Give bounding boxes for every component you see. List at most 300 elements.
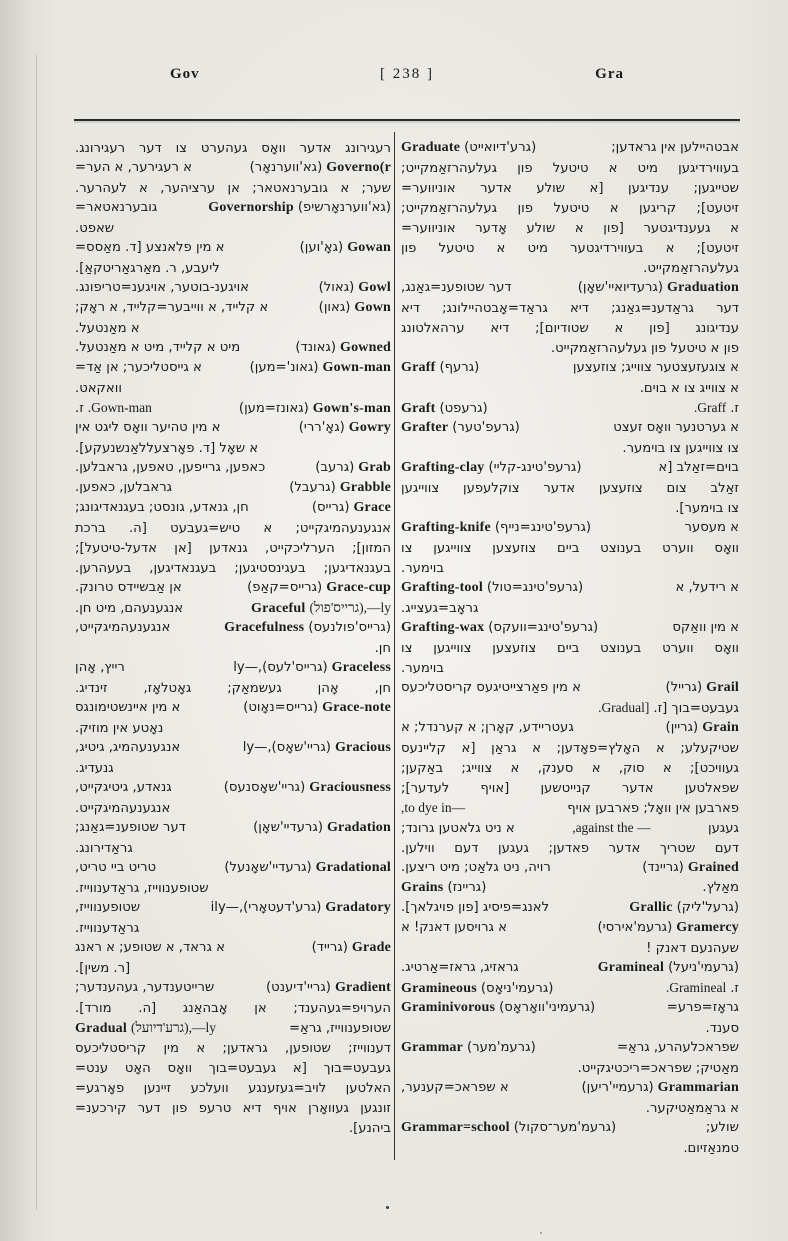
entry-text: א גרויסען דאנק! א — [401, 920, 507, 935]
dict-line — [401, 598, 739, 618]
dict-line — [75, 258, 391, 278]
entry-text: א שאָל [ד. פאָרצעללאַנשנעקע]. — [75, 441, 259, 456]
dict-line — [75, 798, 391, 818]
dict-line — [401, 218, 739, 238]
headword: Gown's-man — [312, 401, 391, 416]
entry-text: א גראַמאַטיקער. — [645, 1101, 739, 1116]
headword: Graft — [401, 401, 436, 416]
line-group — [401, 1078, 509, 1098]
headword: Gown-man — [322, 360, 391, 375]
dict-line — [75, 878, 391, 898]
dict-line — [401, 238, 739, 258]
line-group — [401, 399, 488, 419]
headword: Gramineal — [597, 960, 665, 975]
entry-text: (גרעפ'טינג-קליי) — [488, 460, 582, 475]
headword: Gramercy — [676, 920, 739, 935]
entry-text: (גרע'דיואייט) — [464, 140, 537, 155]
line-group — [224, 618, 391, 638]
line-group — [573, 358, 739, 378]
headword: Gradual — [75, 1021, 127, 1036]
dict-line — [75, 858, 391, 878]
dict-line — [75, 958, 391, 978]
entry-text: (גרע'דעטאָרי),—ily — [210, 900, 322, 915]
dict-line — [75, 678, 391, 698]
dict-line — [401, 178, 739, 198]
dict-line — [75, 978, 391, 998]
entry-text: .Gradual] — [598, 700, 650, 715]
line-group — [567, 799, 739, 819]
dict-line — [75, 838, 391, 858]
entry-text: ז. — [75, 401, 84, 416]
headword: Gracefulness — [224, 620, 305, 635]
line-group — [672, 618, 739, 638]
headword: Gracious — [334, 740, 391, 755]
line-group — [401, 278, 512, 298]
line-group — [75, 398, 152, 419]
dict-line — [401, 618, 739, 638]
entry-text: (גרעפ'טינג=טול) — [486, 580, 584, 595]
dict-line — [75, 898, 391, 918]
headword: Gowl — [358, 280, 391, 295]
entry-text: (גרע'דיועל),—ly — [130, 1020, 216, 1035]
entry-text: טריט ביי טריט, — [75, 860, 157, 875]
line-group — [685, 518, 739, 538]
entry-text: (גריין) — [665, 720, 699, 735]
line-group — [666, 718, 739, 738]
entry-text: (גרעפ'טינג=נייף) — [494, 520, 592, 535]
guide-word-left: Gov — [170, 66, 200, 82]
line-group — [598, 918, 740, 938]
line-group — [629, 898, 739, 918]
dict-line — [401, 738, 739, 758]
dict-line — [401, 1038, 739, 1058]
entry-text: שפאלטען אדער קנייטשען [אויף לעדער]; — [401, 781, 739, 796]
line-group — [75, 1018, 216, 1039]
entry-text: פארבען אין וואָל; פארבען אויף — [567, 801, 739, 816]
entry-text: שרייטענדער, געהענדער; — [75, 980, 215, 995]
line-group — [75, 478, 172, 498]
headword: Grab — [358, 460, 391, 475]
entry-text: א מין וואַקס — [672, 620, 739, 635]
dict-line — [75, 178, 391, 198]
dict-line — [401, 798, 739, 818]
entry-text: (גריי'שאָסנעס) — [223, 780, 306, 795]
entry-text: רייץ, אָהן — [75, 660, 125, 675]
dict-line — [75, 1058, 391, 1078]
entry-text: (גרעל'ליק) — [676, 900, 739, 915]
entry-text: זיטעט]; א בעווירדיגטער מיט א טיטעל פון — [401, 241, 739, 256]
line-group — [401, 418, 520, 438]
line-group — [75, 158, 192, 178]
line-group — [75, 818, 186, 838]
line-group — [299, 418, 391, 438]
headword: Grace — [353, 500, 391, 515]
line-group — [401, 578, 583, 598]
dict-line — [401, 1098, 739, 1118]
line-group — [75, 898, 140, 918]
entry-text: ז. — [730, 401, 739, 416]
line-group — [642, 858, 739, 878]
entry-text: (גרעבל) — [289, 480, 336, 495]
line-group — [617, 1038, 739, 1058]
entry-text: דעם שטריך אדער פאדען; געגען דעם ווילען. — [401, 841, 739, 856]
dict-line — [401, 998, 739, 1018]
entry-text: א רידעל, א — [675, 580, 739, 595]
entry-text: שטופענווייז, גראַדענווייז. — [75, 881, 209, 896]
dict-line — [75, 818, 391, 838]
entry-text: א מאַנטעל. — [75, 321, 140, 336]
line-group — [75, 858, 156, 878]
line-group — [75, 618, 170, 638]
dict-line — [401, 318, 739, 338]
line-group — [239, 399, 391, 419]
entry-text: רעגירונג אדער וואָס געהערט צו דער רעגירונג. — [75, 141, 391, 156]
entry-text: ביהנע]. — [348, 1121, 391, 1136]
dict-line — [75, 158, 391, 178]
entry-text: מיט א קלייד, מיט א מאַנטעל. — [75, 340, 241, 355]
dict-line — [75, 578, 391, 598]
line-group — [572, 818, 650, 838]
dict-line — [75, 638, 391, 658]
line-group — [613, 418, 739, 438]
dict-line — [75, 518, 391, 538]
line-group — [75, 938, 225, 958]
entry-text: בוימער. — [401, 661, 445, 676]
line-group — [312, 938, 391, 958]
dict-line — [401, 658, 739, 678]
entry-text: (גאול) — [318, 280, 355, 295]
entry-text: (גאונז=מען) — [238, 401, 309, 416]
dict-line — [401, 818, 739, 838]
entry-text: (גרייס'פול),—ly — [309, 600, 391, 615]
entry-text: שולע; — [705, 1120, 739, 1135]
dict-line — [401, 198, 739, 218]
dict-line — [401, 578, 739, 598]
entry-text: כאפען, גרייפען, טאפען, גראבלען. — [75, 460, 266, 475]
headword: Gradatory — [325, 900, 391, 915]
page-header — [75, 66, 739, 92]
headword: Grallic — [629, 900, 673, 915]
headword: Grammar — [401, 1040, 464, 1055]
entry-text: א ניט גלאטען גרונד; — [401, 821, 515, 836]
entry-text: ,against the — — [572, 820, 651, 835]
headword: Graduation — [666, 280, 739, 295]
dict-line — [75, 418, 391, 438]
dict-line — [401, 1058, 739, 1078]
line-group — [401, 618, 598, 638]
entry-text: .Gramineal — [665, 980, 727, 995]
entry-text: בוימער. — [401, 561, 445, 576]
entry-text: (גאון) — [318, 300, 351, 315]
entry-text: ענדיגונג [פון א שטודיום]; דיא ערהאלטונג — [401, 321, 739, 336]
entry-text: א גראד, א שטופע; א ראנג — [75, 940, 225, 955]
line-group — [253, 818, 391, 838]
entry-text: (גריי'שאָס),—ly — [242, 740, 331, 755]
dict-line — [75, 378, 391, 398]
entry-text: אן אַבשיידס טרונק. — [75, 580, 182, 595]
dict-line — [75, 278, 391, 298]
line-group — [401, 678, 581, 698]
entry-text: (גרעמיני'וואָראָס) — [499, 1000, 596, 1015]
headword: Grammar=school — [401, 1120, 510, 1135]
entry-text: (גרייד) — [311, 940, 348, 955]
dict-line — [401, 278, 739, 298]
line-group — [312, 498, 391, 518]
entry-text: א שפראכ=קענער, — [401, 1080, 509, 1095]
line-group — [401, 798, 465, 818]
dict-line — [401, 878, 739, 898]
entry-text: גראָז=פרע= — [666, 1000, 739, 1015]
dict-line — [401, 918, 739, 938]
entry-text: דער גראַדענ=גאַנג; דיא גראַד=אָבטהיילונג; דיא — [401, 301, 739, 316]
entry-text: אנגענעהמיגקייט. — [75, 801, 171, 816]
entry-text: (גריי'דיענט) — [266, 980, 331, 995]
line-group — [319, 298, 391, 318]
line-group — [75, 778, 172, 798]
line-group — [250, 158, 391, 178]
entry-text: שאפט. — [75, 221, 115, 236]
dict-line — [75, 778, 391, 798]
dict-line — [75, 478, 391, 498]
line-group — [401, 998, 595, 1018]
entry-text: געבעט=בוך [ז. — [653, 701, 739, 716]
entry-text: (גאָ'ררי) — [298, 420, 345, 435]
line-group — [582, 1078, 739, 1098]
entry-text: (גרעמי'ניעל) — [668, 960, 739, 975]
headword: Grail — [706, 680, 739, 695]
line-group — [289, 478, 391, 498]
dict-line — [401, 698, 739, 718]
headword: Graceful — [251, 601, 306, 616]
entry-text: געטריידע, קאָרן; א קערנדל; א — [401, 720, 574, 735]
headword: Gradient — [334, 980, 391, 995]
entry-text: א גייסטליכער; אן אַד= — [75, 360, 202, 375]
line-group — [658, 458, 739, 478]
scan-artifact-scratch — [36, 55, 37, 1210]
line-group — [211, 898, 391, 918]
line-group — [598, 958, 739, 978]
dict-line — [75, 558, 391, 578]
dict-line — [401, 558, 739, 578]
entry-text: (גרעמיי'ריען) — [581, 1080, 654, 1095]
line-group — [75, 278, 249, 298]
line-group — [401, 878, 486, 898]
dict-line — [75, 738, 391, 758]
dict-line — [75, 718, 391, 738]
headword: Gradational — [315, 860, 391, 875]
entry-text: (גאָ'וען) — [299, 240, 344, 255]
line-group — [401, 1038, 536, 1058]
dict-line — [75, 498, 391, 518]
line-group — [401, 979, 553, 999]
entry-text: וואקאט. — [75, 381, 122, 396]
entry-text: גראזיג, גראז=אַרטיג. — [401, 960, 519, 975]
line-group — [266, 978, 391, 998]
headword: Grains — [401, 880, 444, 895]
line-group — [675, 578, 739, 598]
entry-text: רויה, ניט גלאַט; מיט ריצען. — [401, 860, 551, 875]
dict-line — [401, 758, 739, 778]
line-group — [666, 678, 739, 698]
headword: Graff — [401, 360, 436, 375]
entry-text: א גערטנער וואָס זעצט — [613, 420, 739, 435]
headword: Gowned — [340, 340, 391, 355]
dict-line — [75, 1038, 391, 1058]
entry-text: (גא'ווערנאָר) — [249, 160, 323, 175]
entry-text: (גרייס=נאָוט) — [243, 700, 319, 715]
entry-text: געגען — [708, 821, 739, 836]
line-group — [224, 858, 391, 878]
dict-line — [75, 1118, 391, 1138]
entry-text: אנגענעהמיג, גיטיג, — [75, 740, 181, 755]
headword: Graciousness — [309, 780, 391, 795]
line-group — [401, 819, 515, 839]
dict-line — [75, 338, 391, 358]
dict-line — [401, 378, 739, 398]
line-group — [708, 819, 739, 839]
dict-line — [75, 438, 391, 458]
entry-text: (גרייס'לעס),—ly — [233, 660, 328, 675]
dict-line — [75, 198, 391, 218]
entry-text: געוויכט]; א סוק, א סענק, א צווייג; באַקען; — [401, 761, 739, 776]
entry-text: ליעבע, ר. מאַרגאַריטקאַ]. — [75, 261, 220, 276]
line-group — [243, 738, 391, 758]
entry-text: (גרעף) — [439, 360, 480, 375]
dict-line — [75, 458, 391, 478]
dict-line — [401, 498, 739, 518]
dict-line — [401, 338, 739, 358]
entry-text: א צווייג צו א בוים. — [639, 381, 739, 396]
column-divider — [394, 132, 395, 1160]
entry-text: .Graff — [693, 400, 727, 415]
dict-line — [401, 158, 739, 178]
dict-line — [401, 438, 739, 458]
entry-text: אבטהיילען אין גראדען; — [611, 140, 739, 155]
dict-line — [401, 138, 739, 158]
headword: Grain — [702, 720, 739, 735]
entry-text: א קלייד, א ווייבער=קלייד, א ראָק; — [75, 300, 269, 315]
entry-text: אנגענעהמיגקייט, — [75, 620, 171, 635]
entry-text: [ר. משין]. — [75, 961, 131, 976]
line-group — [75, 978, 214, 998]
dict-line — [75, 598, 391, 618]
headword: Grained — [687, 860, 739, 875]
header-rule — [74, 119, 740, 121]
entry-text: (גרעפ'טער) — [452, 420, 520, 435]
headword: Grace-cup — [326, 580, 391, 595]
entry-text: האלטען לויב=געזענגע וועלכע זיינען פאָרגע= — [75, 1081, 391, 1096]
entry-text: (גרייס) — [311, 500, 350, 515]
line-group — [75, 498, 249, 518]
dict-line — [401, 858, 739, 878]
line-group — [250, 358, 391, 378]
entry-text: אנגענעהמיגקייט; א טיש=געבעט [ה. ברכת — [75, 521, 391, 536]
line-group — [706, 1118, 739, 1138]
dict-line — [75, 218, 391, 238]
headword: Grafting-knife — [401, 520, 491, 535]
dict-line — [401, 778, 739, 798]
dict-line — [401, 638, 739, 658]
entry-text: המזון]; הערליכקייט, גנאדען [אן אדעל-טיטעל]; — [75, 541, 391, 556]
entry-text: גראבלען, כאפען. — [75, 480, 173, 495]
headword: Grabble — [339, 480, 391, 495]
entry-text: גראָב=געצייג. — [401, 601, 479, 616]
entry-text: שטיקעלע; א האָלץ=פאָדען; א גראַן [א קליינעס — [401, 741, 739, 756]
entry-text: (גרעב) — [315, 460, 355, 475]
dict-line — [75, 398, 391, 418]
entry-text: בוים=זאַלב [א — [658, 460, 739, 475]
dictionary-column-left — [75, 138, 391, 1138]
headword: Governo(r — [326, 160, 391, 175]
entry-text: שער; א גובערנאטאר; אן ערציהער, א לעהרער. — [75, 181, 391, 196]
dict-line — [75, 698, 391, 718]
line-group — [75, 358, 202, 378]
line-group — [75, 238, 224, 258]
headword: Graceless — [331, 660, 391, 675]
line-group — [315, 458, 391, 478]
entry-text: א רעגירער, א הער= — [75, 160, 192, 175]
headword: Grafting-wax — [401, 620, 485, 635]
dict-line — [401, 538, 739, 558]
entry-text: א מין טהיער וואָס ליגט אין — [75, 420, 221, 435]
dict-line — [75, 358, 391, 378]
dict-line — [401, 1138, 739, 1158]
dict-line — [75, 918, 391, 938]
dict-line — [401, 298, 739, 318]
headword: Graminivorous — [401, 1000, 496, 1015]
entry-text: א מין פאַרצייטיגעס קריסטליכעס — [401, 680, 581, 695]
line-group — [295, 338, 391, 358]
dict-line — [401, 938, 739, 958]
dict-line — [75, 618, 391, 638]
line-group — [75, 458, 265, 478]
line-group — [243, 698, 391, 718]
dict-line — [401, 458, 739, 478]
entry-text: (גרעדיי'שאָנעל) — [224, 860, 312, 875]
entry-text: (גאונד) — [295, 340, 336, 355]
dict-line — [75, 1018, 391, 1038]
line-group — [208, 198, 391, 218]
entry-text: טמנאַזיום. — [683, 1141, 739, 1156]
headword: Gowan — [347, 240, 391, 255]
line-group — [401, 958, 519, 978]
dict-line — [401, 258, 739, 278]
line-group — [300, 238, 391, 258]
line-group — [75, 418, 220, 438]
entry-text: .Gown-man — [87, 400, 152, 415]
dict-line — [75, 238, 391, 258]
headword: Grace-note — [322, 700, 391, 715]
line-group — [75, 599, 183, 619]
entry-text: סענד. — [705, 1021, 739, 1036]
entry-text: צו צווייגען צו בוימער. — [622, 441, 739, 456]
entry-text: (גרעמ'מער־סקול) — [513, 1120, 617, 1135]
scan-artifact-speck — [386, 1206, 389, 1209]
entry-text: (גא'ווערנאָרשיפ) — [297, 200, 391, 215]
entry-text: זאַלב צום צוזעצען אדער צוקלעפען צווייגען — [401, 481, 739, 496]
entry-text: (גרעפט) — [439, 401, 488, 416]
entry-text: א געענדיגטער [פון א שולע אָדער אוניווער= — [401, 221, 739, 236]
headword: Grade — [351, 940, 391, 955]
entry-text: שפראכלעהרע, גראַ= — [616, 1040, 739, 1055]
dict-line — [75, 758, 391, 778]
entry-text: גראַדירונג. — [75, 841, 133, 856]
entry-text: (גרייל) — [665, 680, 703, 695]
dict-line — [401, 1078, 739, 1098]
line-group — [401, 858, 551, 878]
line-group — [401, 898, 549, 918]
entry-text: ,to dye in— — [401, 800, 466, 815]
